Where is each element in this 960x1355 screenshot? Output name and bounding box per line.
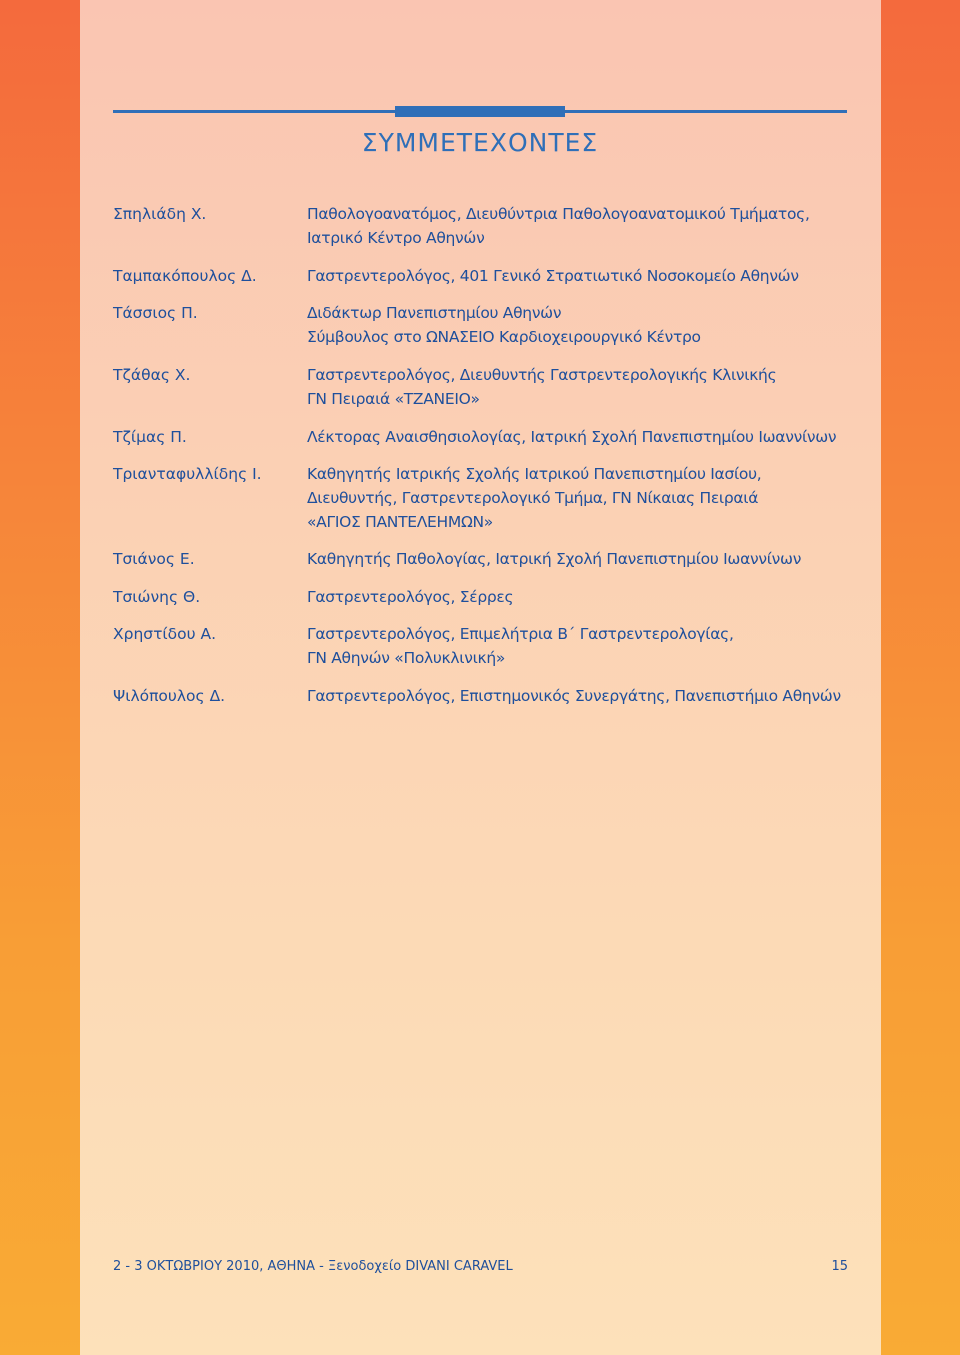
description-line: Παθολογοανατόμος, Διευθύντρια Παθολογοανατομικού Τμήματος, [307,205,810,223]
description-line: Γαστρεντερολόγος, 401 Γενικό Στρατιωτικό Νοσοκομείο Αθηνών [307,267,799,285]
participant-description [307,462,761,534]
participant-description [307,363,776,411]
participant-name: Τζίμας Π. [113,428,187,446]
description-line: Γαστρεντερολόγος, Διευθυντής Γαστρεντερολογικής Κλινικής [307,366,777,384]
participant-name: Σπηλιάδη Χ. [113,205,207,223]
section-title: ΣΥΜΜΕΤΕΧΟΝΤΕΣ [361,128,599,157]
participant-name: Τσιώνης Θ. [113,588,201,606]
description-line: Διευθυντής, Γαστρεντερολογικό Τμήμα, ΓΝ Νίκαιας Πειραιά [307,489,759,507]
participant-description [307,585,513,609]
participant-description [307,547,801,571]
description-line: ΓΝ Πειραιά «ΤΖΑΝΕΙΟ» [307,390,480,408]
participant-name: Ψιλόπουλος Δ. [113,687,226,705]
participant-name: Τάσσιος Π. [113,304,198,322]
description-line: Διδάκτωρ Πανεπιστημίου Αθηνών [307,304,562,322]
participant-description [307,264,799,288]
participant-name: Τριανταφυλλίδης Ι. [113,465,262,483]
participant-name: Τζάθας Χ. [113,366,191,384]
description-line: Λέκτορας Αναισθησιολογίας, Ιατρική Σχολή Πανεπιστημίου Ιωαννίνων [307,428,837,446]
participant-name: Ταμπακόπουλος Δ. [113,267,257,285]
participant-description [307,425,836,449]
description-line: Γαστρεντερολόγος, Σέρρες [307,588,514,606]
description-line: «ΑΓΙΟΣ ΠΑΝΤΕΛΕΗΜΩΝ» [307,513,493,531]
description-line: Καθηγητής Ιατρικής Σχολής Ιατρικού Πανεπιστημίου Ιασίου, [307,465,762,483]
participant-description [307,301,701,349]
description-line: Καθηγητής Παθολογίας, Ιατρική Σχολή Πανεπιστημίου Ιωαννίνων [307,550,802,568]
participant-name: Χρηστίδου Α. [113,625,217,643]
description-line: ΓΝ Αθηνών «Πολυκλινική» [307,649,506,667]
description-line: Γαστρεντερολόγος, Επιστημονικός Συνεργάτης, Πανεπιστήμιο Αθηνών [307,687,841,705]
participant-name: Τσιάνος Ε. [113,550,195,568]
participant-description [307,684,841,708]
participant-description [307,202,810,250]
description-line: Ιατρικό Κέντρο Αθηνών [307,229,485,247]
footer-event-info: 2 - 3 ΟΚΤΩΒΡΙΟΥ 2010, ΑΘΗΝΑ - Ξενοδοχείο DIVANI CARAVEL [113,1259,513,1274]
page-number: 15 [831,1259,848,1274]
header-rule-accent [395,106,565,117]
participant-description [307,622,734,670]
description-line: Γαστρεντερολόγος, Επιμελήτρια Β΄ Γαστρεντερολογίας, [307,625,734,643]
description-line: Σύμβουλος στο ΩΝΑΣΕΙΟ Καρδιοχειρουργικό Κέντρο [307,328,701,346]
